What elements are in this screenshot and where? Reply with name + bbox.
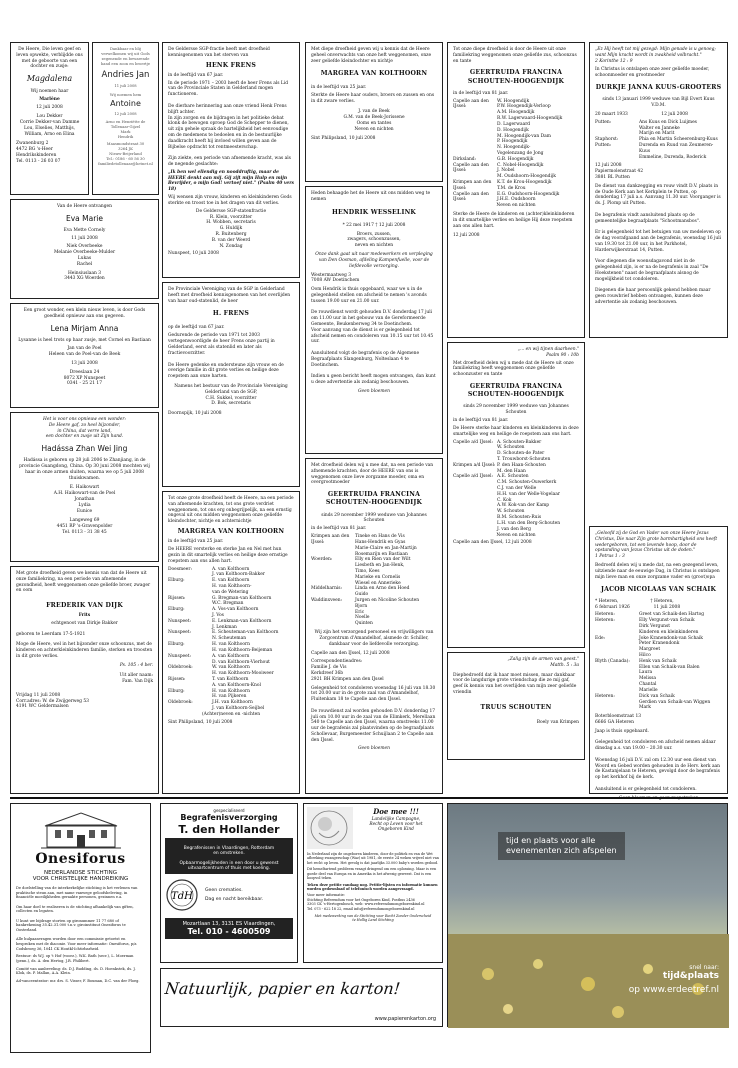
- notice-intro: De Geldersse SGP-fractie heeft met droefheid kennisgenomen van het sterven van: [168, 47, 270, 58]
- ad-url[interactable]: op www.erdeetref.nl: [628, 985, 719, 995]
- family-place: Waddinxveen:: [311, 598, 343, 603]
- deceased-name: MARGREA VAN KOLTHOORN: [177, 528, 285, 536]
- notice-intro: De Heere, Die leven geef en leven opwekte, verblijdde ons met de geboorte van een dochter en zusje:: [16, 47, 83, 70]
- family-row: [453, 509, 579, 521]
- notice-text: Sterke de Heere de kinderen en (achter)kleinkinderen in dit smartelijke verlies en heilige Hij deze roepstem aan ons allen hart.: [453, 212, 575, 229]
- family-place: [453, 498, 497, 510]
- family-place: Elburg:: [168, 607, 185, 613]
- nickname: Frits: [78, 613, 91, 619]
- family-place: Ede:: [595, 635, 606, 641]
- birth-notice-eva: [10, 199, 159, 299]
- family-members: G.B. Hoogendijk: [497, 156, 534, 162]
- ad-address: Mozartlaan 13, 3131 ES Vlaardingen,: [182, 921, 276, 927]
- signature: Uit aller naam: Fam. Van Dijk: [119, 673, 153, 684]
- family-place: Capelle aan den IJssel:: [453, 191, 489, 203]
- family-row: [168, 607, 294, 619]
- family-members: A. Vos-van Kolthoorn J. Vos: [212, 607, 259, 618]
- family-place: Rijssen:: [168, 676, 186, 682]
- life-dates: * Heteren, † Heteren, 6 februari 1926 11 juli 2008: [595, 598, 681, 610]
- ad-erdeetref: [447, 803, 728, 1027]
- ad-slogan: Natuurlijk, papier en karton!: [164, 979, 402, 998]
- ad-den-hollander: [160, 803, 298, 963]
- deceased-name: HENDRIK WESSELINK: [331, 208, 416, 216]
- obituary-frens-provincial: [162, 282, 300, 487]
- footer: Geen bloemen: [358, 745, 390, 751]
- family-members: P. den Haan-Schouten M. den Haan: [497, 462, 546, 474]
- call-name: Antoine: [110, 99, 141, 109]
- bible-verse: „Geloofd zij de God en Vader van onze Heere Jezus Christus, Die naar Zijn grote barmhartigheid ons heeft wedergeboren, tot een levende hoop, door de opstanding van Jezus Christus uit de doden." 1 Petrus 1 : 3: [595, 531, 718, 560]
- ad-name: T. den Hollander: [178, 823, 280, 836]
- deceased-name: TRUUS SCHOUTEN: [480, 703, 552, 711]
- family-place: [453, 116, 497, 128]
- deceased-name: HENK FRENS: [205, 61, 257, 69]
- family-members: T. van Kolthoorn A. van Kolthoorn-Knol: [212, 676, 261, 688]
- ad-footer: Met medewerking van de Stichting voor Recht Zonder Onderscheid te Hollig Land Stichting: [314, 914, 432, 923]
- address: Dreeslaan 24 8072 XP Nunspeet 0341 - 25 21 17: [63, 369, 106, 387]
- notice-intro: Met grote droefheid geven we kennis van dat de Heere uit onze familiekring, na een periode van afnemende gezondheid, heeft weggenomen onze geliefde broer, zwager en oom: [16, 571, 151, 594]
- ad-cta-1: Geen crematies.: [205, 888, 243, 893]
- ad-logo: Onesiforus: [35, 851, 126, 867]
- family-place: Dirksland:: [453, 156, 477, 162]
- family: J. van de Beek G.M. van de Beek-Jorissene Ooms en tantes Neven en nichten: [343, 109, 405, 132]
- life-dates: * 22 mei 1917 † 12 juli 2008: [342, 222, 406, 228]
- full-name: Eva Mette Cornely: [63, 227, 106, 233]
- family-members: Jurgen en Nicoline Schouten Bjorn Eric Noelle Quinten: [355, 598, 420, 627]
- svg-text:TdH: TdH: [171, 891, 193, 902]
- family-members: M. Oudshoorn-Hoogendijk: [497, 174, 556, 180]
- notice-intro: Van de Heere ontvangen: [57, 204, 112, 209]
- parents: Niek Overbeeke Melanie Overbeeke-Mulder Lukas Rachel: [53, 244, 116, 267]
- obituary-truus: [447, 652, 585, 760]
- family-place: Heteren:: [595, 618, 615, 624]
- family-members: E. Lenkman-van Kolthoorn J. Lenkman: [212, 618, 272, 630]
- ad-sub: Landelijke Campagne, Recht op Leven voor het Ongeboren Kind: [369, 817, 423, 832]
- ad-header: Begrafenisverzorging: [180, 813, 278, 822]
- family-members: Phia en Martin Scheerenburg-Kuus: [639, 137, 718, 143]
- family-place: Nunspeet:: [168, 618, 192, 624]
- family-place: Capelle a/d IJssel:: [453, 474, 493, 480]
- family-row: [168, 689, 294, 701]
- family-members: W. Hoogendijk P.W. Hoogendijk-Verloop: [497, 98, 551, 110]
- ad-tag-2: tijd&plaats: [662, 971, 719, 981]
- family-row: [453, 139, 579, 156]
- birth-date: 12 juli 2008: [36, 105, 63, 111]
- deceased-name: MARGREA VAN KOLTHOORN: [320, 70, 428, 78]
- life-dates: 20 maart 1933 12 juli 2008: [595, 111, 688, 117]
- address: Zwanenburg 2 4472 BG 's-Heer Hendrikskinderen Tel. 0113 - 26 03 07: [16, 141, 61, 164]
- obituary-durkje: [589, 42, 728, 338]
- obituary-geertruida-inlaws: [447, 342, 585, 648]
- family-row: [595, 120, 722, 137]
- family-place: Rijssen:: [168, 595, 186, 601]
- family: E. Haikowart A.H. Haikowart-van de Poel Jonathan Lydia Eunice: [53, 485, 116, 514]
- ad-head: Doe mee !!!: [373, 807, 419, 816]
- adoption-notice-hadassa: [10, 412, 159, 562]
- deceased-name: GEERTRUIDA FRANCINA SCHOUTEN-HOOGENDIJK: [467, 383, 565, 399]
- family-place: Krimpen a/d IJssel:: [453, 462, 496, 468]
- widow-of: sinds 13 januari 1999 weduwe van Bijl Evert Kuus V.D.M.: [602, 97, 715, 109]
- birth-notice-lena: [10, 303, 159, 408]
- obituary-frens-sgp-fractie: [162, 42, 300, 278]
- footer: Nunspeet, 10 juli 2008: [168, 251, 219, 257]
- notice-intro: Tot onze grote droefheid heeft de Heere, na een periode van afnemende krachten, tot ons grote verdriet weggenomen, tot ons erg onbegrijpelijk, na een ernstig ongeval uit ons midden weggenomen onze geliefde kleindochter, nichtje en achternichtje: [168, 496, 294, 525]
- family-members: Durenda en Ruud van Zeumeren-Kuus Emmeline, Durenda, Roderick: [639, 142, 714, 160]
- family-members: A. Schouten-Bakker: [497, 439, 542, 445]
- address: Heinsiuslaan 3 3443 XG Woerden: [64, 270, 105, 282]
- family-place: [453, 139, 497, 156]
- birth-notice-andries: [92, 42, 159, 195]
- deceased-name: GEERTRUIDA FRANCINA SCHOUTEN-HOOGENDIJK: [325, 491, 423, 507]
- family-place: Nunspeet:: [168, 653, 192, 659]
- notice-text: Hadássa is geboren op 28 juli 2006 te Zhanjiang, in de provincie Guangdong, China. Op 30 juni 2008 mochten wij haar in onze armen sluiten, waarna we op 5 juli 2008 thuiskwamen.: [19, 458, 150, 481]
- family-place: Elburg:: [168, 578, 185, 584]
- ad-admin: Ad-vanceentrator: mr. drs. S. Visser, F. Bouman, D.C. van der Ploeg.: [16, 979, 140, 984]
- family-members: Joke Kranendonk-van Schaik Peter Kranendonk Margreet Hilco: [639, 635, 703, 658]
- notice-intro: Met droefheid delen wij u mede dat de Heere uit onze familiekring heeft weggenomen onze geliefde schoonzuster en tante: [453, 360, 574, 378]
- family-members: C. Nobel-Hoogendijk J. Nobel: [497, 162, 544, 174]
- notice-text: Moge de Heere, wel in het bijzonder onze schoonzus, met de kinderen en achterkleinkinderen familie, sterken en troosten in dit grote verlies.: [16, 641, 153, 659]
- age: in de leeftijd van 81 jaar.: [311, 526, 367, 532]
- deceased-name: JACOB NICOLAAS VAN SCHAIK: [600, 585, 717, 593]
- family-members: G. Bregman-van Kolthoorn W.C. Bregman: [212, 595, 272, 607]
- family-members: Tineke en Hans de Vis Hans-Hendrik en Gyas Marie-Claire en Jan-Martijn Rosemarijn en Bastiaan: [355, 534, 417, 557]
- family-members: W. Schouten D. Schouten-de Pater: [497, 445, 545, 457]
- ad-text: In Nederland zijn de ongeboren kinderen, door de politiek en van de Wet afbreking zwangerschap (Waz) uit 1981, de eerste 24 weken vrijwel niet van het recht op leven. Het gevolg is dat jaarlijks 33.000 baby's worden gedood.: [307, 852, 439, 865]
- family-row: [168, 596, 294, 608]
- family-list: [453, 440, 579, 533]
- family-place: Staphorst:: [595, 137, 619, 143]
- family-place: Capelle aan den IJssel:: [453, 98, 489, 110]
- notice-text: Diepbedroefd dat ik haar moet missen, maar dankbaar voor de langdurige grote vriendschap die ze mij gaf, geef ik kennis van het overlijden van mijn zeer geliefde vriendin: [453, 672, 577, 696]
- thanks: Wij zijn het verzorgend personeel en vrijwilligers van Zorgcentrum d'Amandelhof, alsmede dr. Schiller, dankbaar voor de liefdevolle verzorging.: [314, 630, 434, 647]
- family-place: [453, 445, 497, 457]
- family-row: [595, 636, 722, 659]
- family-place: Nunspeet:: [168, 630, 192, 636]
- extra-family: (Achter)neven en -nichten: [201, 711, 261, 717]
- family-place: Capelle a/d IJssel:: [453, 439, 493, 445]
- ad-text-2: Dit hemeltartend probleem vraagt dringend om een oplossing. Maar is een goede deel van Europa en in Amerika is het afwezig geweest. Dat is een hoopvol teken.: [307, 867, 437, 881]
- call-label: Wij noemen hem: [109, 92, 142, 97]
- family-members: D. Hoogendijk M. Hoogendijk-van Dam: [497, 127, 551, 139]
- age: op de leeftijd van 67 jaar.: [168, 324, 225, 330]
- family-members: Linda en Arno den Hoed Guido: [355, 586, 410, 598]
- section-divider: [10, 797, 728, 799]
- family-place: Krimpen aan den IJssel:: [453, 180, 492, 191]
- ad-phone: Tel. 010 - 4600509: [187, 927, 271, 936]
- family-place: [453, 486, 497, 498]
- family-list: [453, 99, 579, 204]
- family: Broers, zussen, zwagers, schoonzussen, neven en nichten: [347, 231, 401, 249]
- notice-intro: Tot onze diepe droefheid is door de Heere uit onze familiekring weggenomen onze geliefde zus, schoonzus en tante: [453, 47, 577, 64]
- family-row: [595, 618, 722, 635]
- family-place: Oldebroek:: [168, 665, 193, 671]
- notice-intro: Heden behaagde het de Heere uit ons midden weg te nemen: [311, 191, 431, 202]
- family-members: Henk van Schaik Ellen van Schaik-van Balen Laura Melissa Chantal Marielle: [639, 658, 700, 693]
- footer: Sint Philipsland, 10 juli 2008: [168, 719, 233, 725]
- family-members: K.T. de Krou-Hoogendijk T.M. de Krou: [497, 180, 552, 191]
- family-members: L.H. van den Berg-Schouten J. van den Berg: [497, 520, 561, 532]
- signature: De Geldersse SGP-statenfractie R. Klein, voorzitter H. Wobben, secretaris G. Huldijk R. Buitenberg B. van der Weerd N. Zondag: [195, 208, 267, 249]
- family-list: [595, 120, 722, 161]
- family-row: [453, 180, 579, 192]
- ad-onesiforus: [10, 803, 151, 1053]
- emblem-icon: [165, 878, 199, 912]
- notice-text: De dienst van dankzegging en rouw vindt D.V. plaats in de Oude Kerk aan het Kerkplein te Putten, op donderdag 17 juli a.s. Aanvang 11.30 uur. Voorganger is ds. J. Plomp uit Putten. De begrafenis vindt aansluitend plaats op de gemeentelijke begraafplaats "Schootmansbos". Er is gelegenheid tot het betuigen van uw medeleven op de dag voorafgaand aan de begrafenis, woensdag 16 juli van 19.30 tot 21.00 uur, in het Parkhotel, Harderwijkerstraat 14, Putten. Voor diegenen die woensdagavond niet in de gelegenheid zijn, is er na de begrafenis in zaal "De Hoekstenen" naast de begraafplaats alsnog de mogelijkheid tot condoleren. Diegenen die haar persoonlijk gekend hebben maar geen rouwbrief hebben ontvangen, kunnen deze advertentie als zodanig beschouwen.: [595, 183, 722, 306]
- family-members: Elly en Rien van der Wilt Liesbeth en Jan-Henk, Timo, Kees Marieke en Cornelis Wiesel en Annerieke: [355, 557, 411, 586]
- widow-of: sinds 29 november 1999 weduwe van Johannes Schouten: [321, 512, 427, 524]
- family-place: Krimpen aan den IJssel:: [311, 534, 350, 545]
- age: in de leeftijd van 25 jaar.: [311, 84, 367, 90]
- deceased-name: DURKJE JANNA KUUS-GROOTERS: [595, 84, 722, 92]
- bible-verse: „Ik ben wel ellendig en nooddruftig, maar de HEERE denkt aan mij. Gij zijt mijn Hulp en mijn Bevrijder, o mijn God! vertoef niet." (Psalm 40 vers 18): [168, 169, 294, 193]
- ad-cta-2: Dag en nacht bereikbaar.: [205, 897, 264, 902]
- obituary-margrea-grandparents: [305, 42, 443, 182]
- notice-text: Oom Hendrik is thuis opgebaard, waar we u in de gelegenheid stellen om afscheid te nemen 's avonds tussen 19.00 uur en 21.00 uur. De rouwdienst wordt gehouden D.V. donderdag 17 juli om 11.00 uur in het gebouw van de Gereformeerde Gemeente, Beukenberweg 34 te Doetinchem. Voor aanvang van de dienst is er gelegenheid tot afscheid nemen en condoleren van 10.15 uur tot 10.45 uur. Aansluitend volgt de begrafenis op de Algemene Begraafplaats Slangenburg, Nolteslaan 4 te Doetinchem. Indien u geen bericht heeft mogen ontvangen, dan kunt u deze advertentie als zodanig beschouwen.: [311, 287, 436, 386]
- family-row: [453, 192, 579, 204]
- age: in de leeftijd van 81 jaar.: [453, 90, 509, 96]
- family-members: W. van Kolthoorn H. van Kolthoorn-Mooiweer: [212, 665, 274, 677]
- deceased-name: FREDERIK VAN DIJK: [46, 602, 123, 610]
- ad-tag-1: snel naar:: [689, 964, 719, 971]
- call-label: Wij noemen haar: [30, 88, 69, 94]
- family-members: C. Kok A.W. Kok-van der Kamp: [497, 497, 550, 509]
- notice-intro: Met diepe droefheid geven wij u kennis dat de Heere geheel onverwachts van onze heft weggenomen, onze zeer geliefde kleindochter en nichtje: [311, 47, 432, 64]
- notice-text: Gedurende de periode van 1971 tot 2003 vertegenwoordigde de heer Frens onze partij in Gelderland, eerst als statenlid en later als fractievoorzitter. De Heere gedenke en ondersteune zijn vrouw en de overige familie in dit grote verlies en heilige deze roepstem aan onze harten.: [168, 333, 284, 380]
- family-row: [168, 578, 294, 595]
- family-place: [453, 509, 497, 521]
- family-members: A.E. Schouten C.M. Schouten-Ouwerkerk: [497, 474, 557, 486]
- family-row: [453, 463, 579, 475]
- ad-text: Opbaarmogelijkheden in een door u gewenst uitvaartcentrum of thuis met koeling.: [179, 861, 279, 871]
- family-members: A. van Kolthoorn J. van Kolthoorn-Bakker: [212, 566, 265, 578]
- ad-headline: tijd en plaats voor alle evenementen zich afspelen: [498, 832, 625, 860]
- family-members: R.W. Lagerwaard-Hoogendijk D. Lagerwaard: [497, 116, 563, 127]
- age: in de leeftijd van 81 jaar.: [453, 418, 509, 424]
- siblings: Lysanne is heel trots op haar zusje, met Cornel en Bastiaan: [18, 337, 151, 343]
- family-row: [453, 163, 579, 175]
- notice-intro: In Christus is ontslapen onze zeer geliefde moeder, schoonmoeder en grootmoeder: [595, 67, 710, 79]
- family-row: [595, 694, 722, 711]
- child-name: Eva Marie: [65, 213, 103, 223]
- deceased-name: GEERTRUIDA FRANCINA SCHOUTEN-HOOGENDIJK: [467, 69, 565, 85]
- baby-illustration-icon: [307, 807, 353, 849]
- age: in de leeftijd van 67 jaar.: [168, 72, 224, 78]
- family-row: [311, 534, 437, 557]
- obituary-geertruida-children: [305, 458, 443, 794]
- family-row: [311, 598, 437, 627]
- family-place: Heteren:: [595, 693, 615, 699]
- family-row: [453, 486, 579, 498]
- family-row: [168, 700, 294, 712]
- notice-text: Jaap is thuis opgebaard. Gelegenheid tot condoleren en afscheid nemen aldaar dinsdag a.s. van 19.00 – 20.30 uur. Woensdag 16 juli D.V. zal om 12.30 uur een dienst van Woord en Gebed worden gehouden in de Herv. kerk aan de Kastanjelaan te Heteren, gevolgd door de begrafenis op het kerkhof bij de kerk. Aansluitend is er gelegenheid tot condoleren.: [595, 728, 721, 792]
- parents: Lou Dekker Corrie Dekker-van Damme Lou, Elselies, Matthijs, William, Arno en Elina: [19, 114, 80, 137]
- call-name: Marlène: [39, 96, 60, 102]
- footer: Capelle aan den IJssel, 12 juli 2008: [453, 540, 532, 546]
- family-row: [453, 445, 579, 457]
- notice-intro: Een groot wonder, een klein nieuw leven, is door Gods goedheid opnieuw aan ons gegeven.: [23, 308, 146, 319]
- notice-text: De HEERE versterke en sterke Jan en Nel met hun gezin in dit smartelijk verlies en heilige deze ernstige roepstem aan ons allen hart.: [168, 547, 288, 564]
- ad-committee: Comité van aanbeveling: ds. D.J. Budding, ds. D. Hoenkstek, ds. J. Klok, ds. P. Mallan, A.A. Klein.: [16, 966, 136, 976]
- ad-sub: Begrafenissen in Vlaardingen, Rotterdam en omstreken.: [183, 846, 275, 856]
- family-row: [453, 99, 579, 111]
- birth-date: 13 juli 2008: [71, 360, 98, 366]
- family-members: H. van Kolthoorn H. van Pijkeren: [212, 688, 250, 700]
- address: Langeweg 69 4451 RP 's-Gravenpolder Tel. 0113 - 31 38 45: [56, 518, 113, 536]
- bible-verse: „Ez Hij heeft tot mij gezegd: Mijn genade is u genoeg; want Mijn kracht wordt in zwakheid volbracht." 2 Korinthe 12 : 9: [595, 47, 716, 64]
- extra-family: Neven en nichten: [496, 203, 536, 209]
- obituary-geertruida-siblings: [447, 42, 585, 338]
- ad-doe-mee: [303, 803, 443, 963]
- condolence: Wij wensen zijn vrouw, kinderen en kleinkinderen Gods sterkte en troost toe in het dragen van dit verlies.: [168, 195, 292, 206]
- family-members: A. van Kolthoorn D. van Kolthoorn-Vierhout: [212, 653, 270, 665]
- place-date: Capelle aan den IJssel, 12 juli 2008: [311, 650, 390, 656]
- extra-family: Neven en nichten: [496, 532, 536, 538]
- family-row: [453, 474, 579, 486]
- family-row: [453, 498, 579, 510]
- family-row: [168, 665, 294, 677]
- ad-url[interactable]: www.papierenkarton.org: [374, 1016, 436, 1022]
- signature: Namens het bestuur van de Provinciale Vereniging Gelderland van de SGP, C.H. Sukkel, voorzitter D. Bok, secretaris: [174, 383, 288, 407]
- address: Boterbloemstraat 13 6666 GA Heteren: [595, 714, 642, 725]
- age: in de leeftijd van 25 jaar.: [168, 539, 224, 545]
- notice-text: Sterkte de Heere haar ouders, broers en zussen en ons in dit zware verlies.: [311, 93, 435, 105]
- obituary-jacob: [589, 526, 728, 801]
- family-members: T. Trouwborst-Schouten: [497, 456, 551, 462]
- spouse: echtgenoot van Dirkje Bakker: [51, 621, 118, 627]
- ad-board: Bestuur: ds W.J. op 't Hof (voorz.), W.K. Bath (secr.), L. Moerman (penn.), ds. A. den Hertog, J.R. Philibert.: [16, 954, 134, 964]
- family-row: [453, 116, 579, 128]
- family-members: E. Scheuteman-van Kolthoorn N. Scheuteman: [212, 630, 279, 642]
- family-row: [453, 128, 579, 140]
- family-row: [168, 619, 294, 631]
- family-place: Elburg:: [168, 642, 185, 648]
- footer: Geen bloemen: [358, 388, 390, 394]
- notice-intro: Dankbaar en blij verwelkomen wij uit Gods zegenende en bewarende hand een zoon en broertje: [100, 47, 151, 66]
- family-members: Ans Kuus en Dick Luijmes Walter en Janneke Marijn en Marit: [639, 119, 697, 137]
- ad-text: De doelstelling van de interkerkelijke stichting is het verlenen van praktische steun aan, met name vanwege geloofsbeleving, in financiële moeilijkheden geraakte personen, gezinnen e.a. Om haar doel te realiseren is de stichting afhankelijk van giften, collecten en legaten. U kunt uw bijdrage storten op gironummer 11 77 680 of bankrekening 35.42.31.000 t.n.v. giroinstituut Onesiforus te Oosterland. Alle hulpaanvragen worden door een commissie getoetst en besproken met de diaconie. Voor meer informatie: Onesiforus, p/a Codsbroeg 36, 1041 CK Houtkl-Ichtirbarheid.: [16, 886, 138, 951]
- correspondence: Correspondentieadres: Familie J. de Vis Kerkdreef 36b 2921 BH Krimpen aan den IJssel: [311, 659, 384, 682]
- family-row: [453, 521, 579, 533]
- thanks: Onze dank gaat uit naar medewerkers en verpleging van Den Oosman, afdeling Kampenfuelle, voor de liefdevolle verzorging.: [315, 252, 433, 269]
- notice-intro: De Provinciale Vereniging van de SGP in Gelderland heeft met droefheid kennisgenomen van het overlijden van haar oud-statenlid, de heer: [168, 287, 291, 304]
- birth-notice-magdalena: [10, 42, 89, 195]
- family-members: P. Hoogendijk N. Hoogendijk- Vogelenzang de Jong: [497, 139, 544, 156]
- family-members: E. van Kolthoorn H. van Kolthoorn- van de Wetering: [212, 578, 252, 595]
- family-row: [595, 659, 722, 694]
- family-row: [595, 143, 722, 160]
- family-row: [311, 586, 437, 598]
- family-place: [453, 521, 497, 533]
- family-place: Doesmeer:: [168, 566, 192, 572]
- footer: 12 juli 2008: [453, 232, 480, 238]
- bible-verse: Ps. 105 : 4 ber.: [119, 663, 153, 669]
- deceased-name: H. FRENS: [212, 310, 250, 318]
- widow-of: sinds 29 november 1999 weduwe van Johannes Schouten: [463, 404, 569, 416]
- family-members: Elly Vergunst-van Schaik Dirk Vergunst Kinderen en kleinkinderen: [639, 618, 699, 635]
- family-members: J.H. van Kolthoorn J. van Kolthoorn-Seijbel: [212, 700, 265, 711]
- family-members: Greet van Schaik-den Hartog: [639, 612, 705, 618]
- notice-text: Gelegenheid tot condoleren woensdag 16 juli van 18.30 tot 20.00 uur in de grote zaal van d'Amandelhof, Fluitenkam 18 te Capelle aan den IJssel. De rouwdienst zal worden gehouden D.V. donderdag 17 juli om 10.00 uur in de zaal van de Elimkerk, Merellaan 540 te Capelle aan den IJssel, waarna omstreeks 11.00 uur de begrafenis zal plaatsvinden op de begraafplaats Schollevaar, Burgemeester Schuijlaan 2 te Capelle aan den IJssel.: [311, 685, 436, 743]
- family-place: Capelle aan den IJssel:: [453, 162, 489, 174]
- ad-contact: Voor meer informatie: Stichting Referendum voor het Ongeboren Kind, Postbus 2436 3303 CK 's-Hertogenbosch, web: www.referendumongeborenkind.nl Tel. 073 - 622 18 22, email info@referendumongeborenkind.nl: [307, 893, 425, 911]
- family-place: Blyth (Canada):: [595, 658, 630, 664]
- notice-intro: Met droefheid delen wij u mee dat, na een periode van afnemende krachten, door de HEERE van ons is weggenomen onze lieve zorgzame moeder, oma en overgrootmoeder: [311, 463, 434, 486]
- family-members: A.M. Hoogendijk: [497, 110, 535, 116]
- ad-top: gespecialiseerd: [213, 808, 245, 813]
- family-place: Middelharnis:: [311, 586, 343, 592]
- family-place: Oldebroek:: [168, 700, 193, 706]
- family-place: Elburg:: [168, 688, 185, 694]
- ad-papier-karton: [160, 968, 443, 1027]
- family-row: [168, 642, 294, 654]
- family-row: [168, 630, 294, 642]
- parents: Jan van de Poel Heleen van de Poel-van de Beek: [48, 346, 121, 358]
- building-logo-icon: [16, 811, 145, 853]
- obituary-wesselink: [305, 186, 443, 454]
- address: 12 juli 2008 Papiermolenstraat 42 3881 BL Putten: [595, 163, 644, 180]
- family-row: [168, 677, 294, 689]
- signature: Boely van Krimpen: [536, 720, 579, 726]
- birth-info: geboren te Leerdam 17-5-1921: [16, 632, 86, 638]
- family-row: [168, 654, 294, 666]
- footer: Sint Philipsland, 10 juli 2008: [311, 136, 376, 142]
- bible-verse: „... en wij tijnen daarheen." Psalm 90 : 10b: [517, 347, 579, 358]
- family-members: Dick van Schaik Gerdien van Schaik-van Wiggen Mark: [639, 693, 711, 711]
- family-members: C.J. van der Welle H.H. van der Welle-Vogelaar: [497, 486, 560, 497]
- parents: Arno en Henriëtte de Tollenaar-Gijzel Mark Hendrik: [105, 119, 146, 139]
- ad-text-3: Teken deze petitie vandaag nog. Petitie-lijsten en informatie kunnen worden gedownload of telefonisch worden aangevraagd.: [307, 882, 438, 891]
- family-place: Heteren:: [595, 612, 615, 618]
- family-place: Putten:: [595, 142, 612, 148]
- family-members: W. Schouten B.M. Schouten-Ruis: [497, 509, 542, 521]
- child-name: Lena Mirjam Anna: [50, 323, 119, 333]
- child-name: Magdalena: [26, 74, 73, 84]
- family-list: [168, 567, 294, 712]
- family-row: [311, 557, 437, 586]
- address: Westermaatweg 3 7008 AW Doetinchem: [311, 272, 360, 284]
- ad-title: NEDERLANDSE STICHTING VOOR CHRISTELIJKE HANDREIKING: [32, 870, 129, 882]
- family-list: [595, 612, 722, 711]
- child-name: Hadássa Zhan Wei Jing: [41, 444, 128, 454]
- family-place: Putten:: [595, 119, 612, 125]
- obituary-frederik: [10, 566, 159, 794]
- child-name: Andries Jan: [101, 69, 150, 80]
- family-place: [453, 128, 497, 140]
- family-members: E.G. Oudshoorn-Hoogendijk J.H.E. Oudshoorn: [497, 191, 560, 203]
- family-place: Woerden:: [311, 557, 333, 563]
- family-list: [311, 534, 437, 627]
- footer: Geen bloemen en geen roepstroken: [618, 795, 699, 801]
- notice-text: De Heere sterke haar kinderen en kleinkinderen in deze smartelijke weg en heilige de roepstem aan ons hart.: [453, 425, 579, 437]
- call-date: 12 juli 2008: [114, 112, 137, 117]
- notice-text: In de periode 1971 – 2003 heeft de heer Frens als Lid van de Provinciale Staten in Gelderland mogen functioneren. De dierbare herinnering aan onze vriend Henk Frens blijft achter. In zijn zorgen en de bijdragen in het politieke debat klonk de bewogen oproep God de Schepper te dienen, uit zijn gehele spraak de hartelijkheid het eenvoudige om de medemens te bedoelen en in de bestuurlijke daadkracht heeft hij invloed willen geven aan de Bijbelse opdracht tot rentmeesterschap. Zijn ziekte, een periode van afnemende kracht, was als de negende geslachte:: [168, 80, 291, 167]
- birth-date: 11 juli 2008: [114, 83, 137, 88]
- bible-verse: „Zalig zijn de armen van geest." Matth. 5 : 3a: [507, 657, 579, 668]
- family-members: H. van Kolthoorn H. van Kolthoorn-Beijeman: [212, 642, 273, 653]
- footer: Doornspijk, 10 juli 2008: [168, 411, 222, 417]
- poem: Het is voor ons opnieuw een wonder: De Heere gaf, zo heel bijzonder, in China, dat verre land, een dochter en zusje uit Zijn hand.: [43, 417, 126, 440]
- obituary-margrea-family: [162, 491, 300, 794]
- footer: Vrijdag 11 juli 2008 Corr.adres: W. de Zwijgerweg 53 4191 WC Geldermalsen: [16, 692, 89, 710]
- notice-intro: Bedroefd delen wij u mede dat, na een gezegend leven, uitziende naar de eeuwige Dag, in Christus is ontslapen mijn lieve man en onze zorgzame vader en (groot)opa: [595, 563, 720, 580]
- address: Maasmondstraat 30 3264 JK Nieuw-Beijerland Tel.: 0186 - 60 56 30 familiedetollenaar@hetnet.nl: [98, 142, 153, 166]
- birth-date: 11 juli 2008: [71, 235, 98, 241]
- family-row: [168, 567, 294, 579]
